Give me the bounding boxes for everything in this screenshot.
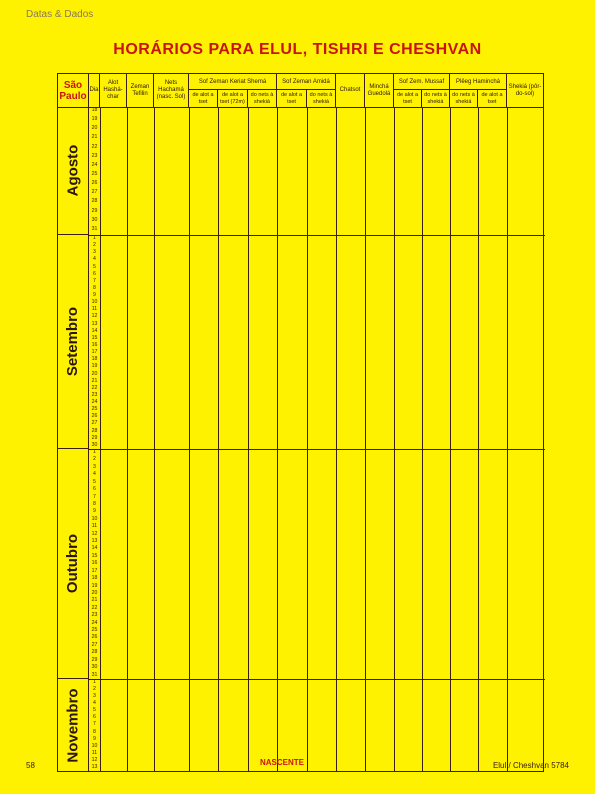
day-number: 6 bbox=[93, 714, 96, 721]
table-row bbox=[89, 693, 545, 700]
table-row bbox=[89, 479, 545, 486]
table-row bbox=[89, 271, 545, 278]
table-body bbox=[58, 107, 543, 771]
column-rule bbox=[154, 107, 155, 771]
table-row bbox=[89, 736, 545, 743]
table-row bbox=[89, 235, 545, 242]
table-row bbox=[89, 428, 545, 435]
table-row bbox=[89, 553, 545, 560]
day-number: 4 bbox=[93, 471, 96, 478]
day-number: 7 bbox=[93, 493, 96, 500]
table-row bbox=[89, 256, 545, 263]
day-number: 6 bbox=[93, 270, 96, 277]
day-number: 14 bbox=[91, 545, 98, 552]
table-row bbox=[89, 531, 545, 538]
table-row bbox=[89, 649, 545, 656]
day-number: 29 bbox=[91, 434, 98, 441]
table-row bbox=[89, 672, 545, 679]
group-amida: Sof Zeman Amidá bbox=[282, 78, 330, 85]
table-row bbox=[89, 612, 545, 619]
table-row bbox=[89, 399, 545, 406]
day-number: 15 bbox=[91, 334, 98, 341]
day-number: 4 bbox=[93, 256, 96, 263]
day-number: 13 bbox=[91, 538, 98, 545]
day-number: 23 bbox=[91, 391, 98, 398]
table-row bbox=[89, 471, 545, 478]
day-number: 21 bbox=[91, 377, 98, 384]
table-row bbox=[89, 657, 545, 664]
group-mussaf: Sof Zem. Mussaf bbox=[398, 78, 445, 85]
table-row bbox=[89, 627, 545, 634]
col-alot: Alot Hashá-char bbox=[103, 80, 123, 100]
day-number: 19 bbox=[91, 363, 98, 370]
table-row bbox=[89, 107, 545, 114]
table-row bbox=[89, 597, 545, 604]
month-agosto: Agosto bbox=[58, 107, 89, 235]
table-row bbox=[89, 560, 545, 567]
day-number: 29 bbox=[91, 207, 98, 214]
day-number: 23 bbox=[91, 152, 98, 159]
table-row bbox=[89, 180, 545, 187]
col-chatsot: Chatsot bbox=[339, 87, 361, 93]
table-header bbox=[58, 74, 543, 108]
table-row bbox=[89, 700, 545, 707]
day-number: 13 bbox=[91, 763, 98, 770]
day-number: 12 bbox=[91, 313, 98, 320]
day-number: 29 bbox=[91, 656, 98, 663]
table-row bbox=[89, 642, 545, 649]
day-number: 9 bbox=[93, 292, 96, 299]
day-number: 19 bbox=[91, 116, 98, 123]
table-row bbox=[89, 198, 545, 205]
table-row bbox=[89, 306, 545, 313]
day-number: 8 bbox=[93, 500, 96, 507]
day-number: 3 bbox=[93, 693, 96, 700]
table-row bbox=[89, 442, 545, 449]
col-shekia: Shekiá (pôr-do-sol) bbox=[508, 83, 542, 97]
day-number: 11 bbox=[91, 749, 98, 756]
table-row bbox=[89, 634, 545, 641]
table-row bbox=[89, 378, 545, 385]
column-rule bbox=[127, 107, 128, 771]
table-row bbox=[89, 342, 545, 349]
table-row bbox=[89, 679, 545, 686]
day-number: 30 bbox=[91, 216, 98, 223]
day-number: 20 bbox=[91, 125, 98, 132]
table-row bbox=[89, 292, 545, 299]
day-number: 31 bbox=[91, 671, 98, 678]
table-row bbox=[89, 171, 545, 178]
day-number: 16 bbox=[91, 342, 98, 348]
column-rule bbox=[450, 107, 451, 771]
day-number: 2 bbox=[93, 456, 96, 463]
table-row bbox=[89, 321, 545, 328]
day-number: 1 bbox=[93, 235, 96, 241]
day-number: 7 bbox=[93, 277, 96, 284]
column-rule bbox=[478, 107, 479, 771]
day-number: 7 bbox=[93, 721, 96, 728]
day-number: 2 bbox=[93, 686, 96, 693]
table-row bbox=[89, 144, 545, 151]
table-row bbox=[89, 249, 545, 256]
col-mussaf-1: de alot a tset bbox=[396, 92, 419, 105]
table-row bbox=[89, 605, 545, 612]
day-number: 18 bbox=[91, 356, 98, 363]
table-row bbox=[89, 371, 545, 378]
table-row bbox=[89, 449, 545, 456]
column-rule bbox=[422, 107, 423, 771]
col-shema-3: do nets à shekiá bbox=[250, 92, 274, 105]
day-number: 10 bbox=[91, 742, 98, 749]
table-row bbox=[89, 686, 545, 693]
column-rule bbox=[248, 107, 249, 771]
table-row bbox=[89, 313, 545, 320]
table-row bbox=[89, 545, 545, 552]
column-rule bbox=[307, 107, 308, 771]
col-plag-2: de alot a tset bbox=[481, 92, 503, 105]
col-plag-1: do nets à shekiá bbox=[452, 92, 475, 105]
day-number: 18 bbox=[91, 575, 98, 582]
day-number: 30 bbox=[91, 441, 98, 448]
column-rule bbox=[394, 107, 395, 771]
col-dia: Dia bbox=[89, 87, 99, 93]
table-row bbox=[89, 285, 545, 292]
day-number: 5 bbox=[93, 263, 96, 270]
day-number: 28 bbox=[91, 198, 98, 205]
day-number: 27 bbox=[91, 189, 98, 196]
table-row bbox=[89, 743, 545, 750]
group-plag: Plêeg Haminchá bbox=[455, 78, 501, 85]
table-row bbox=[89, 568, 545, 575]
table-row bbox=[89, 583, 545, 590]
column-rule bbox=[277, 107, 278, 771]
day-number: 27 bbox=[91, 420, 98, 427]
day-number: 8 bbox=[93, 728, 96, 735]
col-tefilin: Zeman Tefilin bbox=[130, 83, 150, 97]
month-setembro: Setembro bbox=[58, 235, 89, 449]
table-row bbox=[89, 538, 545, 545]
day-number: 16 bbox=[91, 560, 98, 567]
day-number: 12 bbox=[91, 756, 98, 763]
table-row bbox=[89, 153, 545, 160]
day-number: 12 bbox=[91, 530, 98, 537]
page-number: 58 bbox=[26, 761, 35, 770]
day-number: 28 bbox=[91, 427, 98, 434]
day-number: 11 bbox=[91, 306, 98, 313]
table-row bbox=[89, 134, 545, 141]
day-number: 17 bbox=[91, 349, 98, 356]
day-number: 22 bbox=[91, 604, 98, 611]
table-row bbox=[89, 162, 545, 169]
month-outubro: Outubro bbox=[58, 449, 89, 679]
table-row bbox=[89, 125, 545, 132]
day-number: 13 bbox=[91, 320, 98, 327]
table-row bbox=[89, 486, 545, 493]
table-row bbox=[89, 590, 545, 597]
table-row bbox=[89, 385, 545, 392]
day-number: 24 bbox=[91, 619, 98, 626]
day-number: 20 bbox=[91, 589, 98, 596]
table-row bbox=[89, 575, 545, 582]
day-number: 19 bbox=[91, 582, 98, 589]
table-row bbox=[89, 335, 545, 342]
day-number: 25 bbox=[91, 627, 98, 634]
table-row bbox=[89, 664, 545, 671]
col-mincha: Minchá Guedolá bbox=[367, 83, 391, 97]
day-rows bbox=[89, 107, 545, 771]
day-number: 15 bbox=[91, 552, 98, 559]
table-row bbox=[89, 226, 545, 233]
day-number: 25 bbox=[91, 406, 98, 413]
day-number: 18 bbox=[91, 107, 98, 113]
table-row bbox=[89, 620, 545, 627]
day-number: 26 bbox=[91, 180, 98, 187]
table-row bbox=[89, 516, 545, 523]
day-number: 9 bbox=[93, 735, 96, 742]
table-row bbox=[89, 508, 545, 515]
table-row bbox=[89, 356, 545, 363]
table-row bbox=[89, 456, 545, 463]
day-number: 22 bbox=[91, 384, 98, 391]
column-rule bbox=[507, 107, 508, 771]
table-row bbox=[89, 217, 545, 224]
day-number: 1 bbox=[93, 449, 96, 455]
day-number: 24 bbox=[91, 161, 98, 168]
table-row bbox=[89, 264, 545, 271]
column-rule bbox=[100, 107, 101, 771]
column-rule bbox=[365, 107, 366, 771]
day-number: 17 bbox=[91, 567, 98, 574]
day-number: 25 bbox=[91, 171, 98, 177]
day-number: 3 bbox=[93, 249, 96, 256]
issue-label: Elul / Cheshvan 5784 bbox=[492, 761, 569, 770]
table-row bbox=[89, 208, 545, 215]
table-row bbox=[89, 420, 545, 427]
col-shema-1: de alot a tset bbox=[192, 92, 214, 105]
day-number: 8 bbox=[93, 284, 96, 291]
day-number: 22 bbox=[91, 143, 98, 150]
day-number: 24 bbox=[91, 399, 98, 406]
day-number: 23 bbox=[91, 612, 98, 619]
day-number: 26 bbox=[91, 634, 98, 641]
table-row bbox=[89, 299, 545, 306]
table-row bbox=[89, 278, 545, 285]
day-number: 20 bbox=[91, 370, 98, 377]
day-number: 5 bbox=[93, 478, 96, 485]
day-number: 28 bbox=[91, 649, 98, 656]
location-label: São Paulo bbox=[59, 79, 87, 102]
day-number: 21 bbox=[91, 134, 98, 141]
table-row bbox=[89, 523, 545, 530]
col-amida-1: de alot a tset bbox=[280, 92, 303, 105]
table-row bbox=[89, 413, 545, 420]
table-row bbox=[89, 501, 545, 508]
day-number: 21 bbox=[91, 597, 98, 604]
day-number: 5 bbox=[93, 707, 96, 714]
day-number: 3 bbox=[93, 463, 96, 470]
group-shema: Sof Zeman Keriat Shemá bbox=[198, 78, 267, 85]
day-number: 30 bbox=[91, 664, 98, 671]
table-row bbox=[89, 435, 545, 442]
column-rule bbox=[189, 107, 190, 771]
table-row bbox=[89, 349, 545, 356]
table-row bbox=[89, 714, 545, 721]
table-row bbox=[89, 189, 545, 196]
day-number: 14 bbox=[91, 327, 98, 334]
day-number: 1 bbox=[93, 679, 96, 685]
table-row bbox=[89, 721, 545, 728]
publication-logo: NASCENTE bbox=[260, 758, 305, 767]
day-number: 2 bbox=[93, 242, 96, 249]
table-row bbox=[89, 729, 545, 736]
day-number: 11 bbox=[91, 523, 98, 530]
day-number: 26 bbox=[91, 413, 98, 420]
col-amida-2: do nets à shekiá bbox=[309, 92, 333, 105]
table-row bbox=[89, 464, 545, 471]
table-row bbox=[89, 328, 545, 335]
table-row bbox=[89, 363, 545, 370]
section-label: Datas & Dados bbox=[26, 9, 94, 20]
col-shema-2: de alot a tset (72m) bbox=[220, 92, 245, 105]
table-row bbox=[89, 757, 545, 764]
column-rule bbox=[218, 107, 219, 771]
day-number: 4 bbox=[93, 700, 96, 707]
table-row bbox=[89, 707, 545, 714]
table-row bbox=[89, 116, 545, 123]
month-novembro: Novembro bbox=[58, 679, 89, 771]
day-number: 6 bbox=[93, 486, 96, 493]
table-row bbox=[89, 392, 545, 399]
table-row bbox=[89, 406, 545, 413]
table-row bbox=[89, 764, 545, 771]
day-number: 9 bbox=[93, 508, 96, 515]
day-number: 27 bbox=[91, 641, 98, 648]
col-nets: Nets Hachamá (nasc. Sol) bbox=[156, 80, 186, 100]
day-number: 10 bbox=[91, 299, 98, 306]
schedule-table bbox=[57, 73, 544, 772]
table-row bbox=[89, 242, 545, 249]
page-title: HORÁRIOS PARA ELUL, TISHRI E CHESHVAN bbox=[113, 41, 482, 58]
table-row bbox=[89, 750, 545, 757]
day-number: 31 bbox=[91, 225, 98, 232]
col-mussaf-2: do nets à shekiá bbox=[424, 92, 447, 105]
table-row bbox=[89, 494, 545, 501]
column-rule bbox=[336, 107, 337, 771]
day-number: 10 bbox=[91, 515, 98, 522]
